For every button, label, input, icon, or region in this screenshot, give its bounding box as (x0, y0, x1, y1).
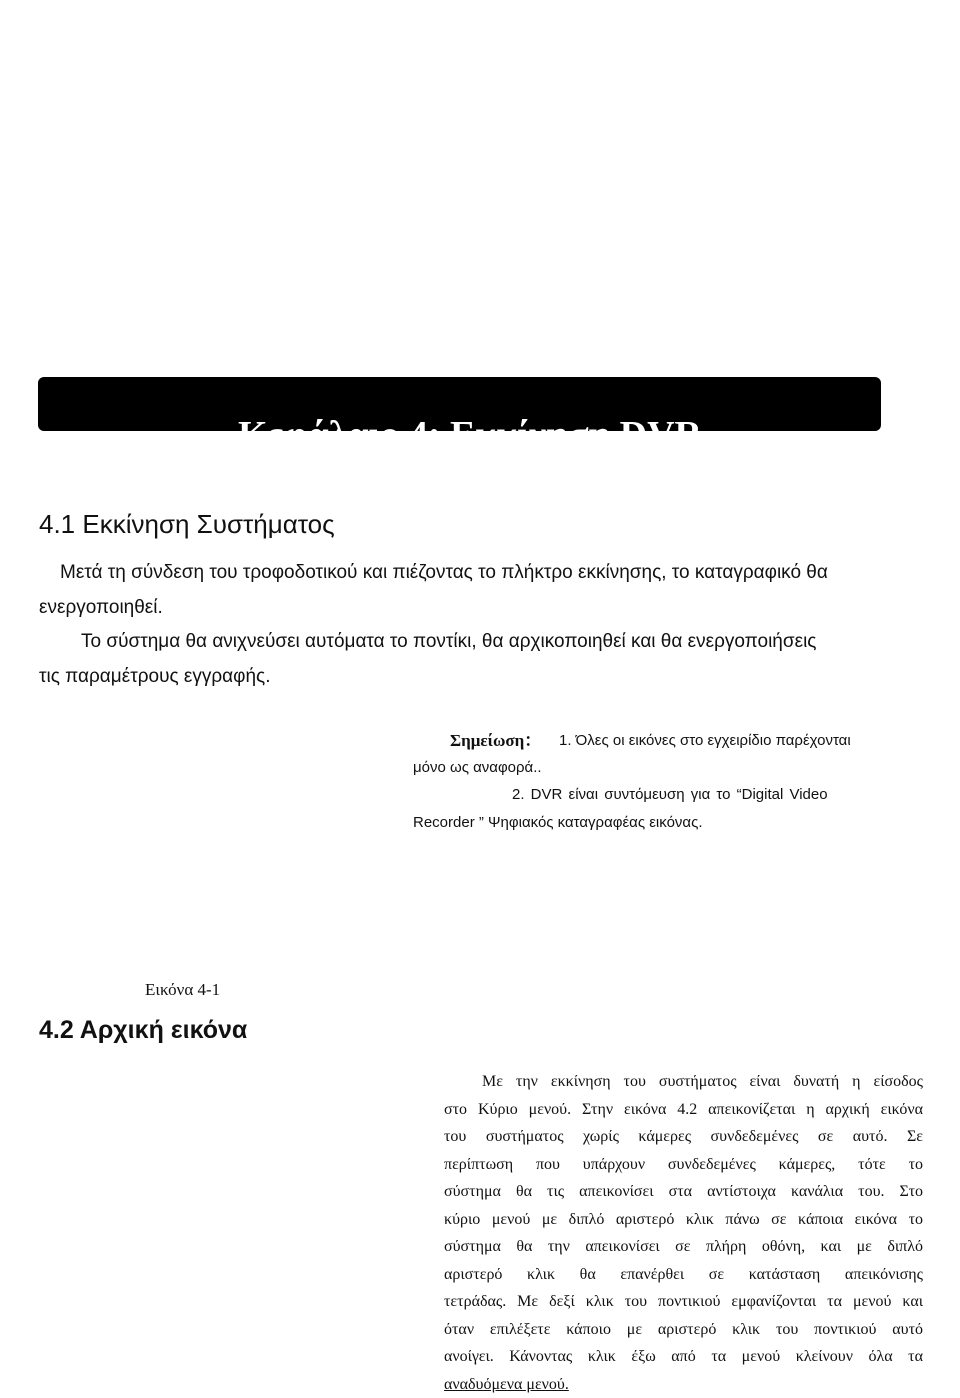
chapter-title: Κεφάλαιο 4: Εκκίνηση DVR (238, 413, 702, 457)
paragraph-line: τις παραμέτρους εγγραφής. (39, 660, 911, 695)
paragraph-line: στο Κύριο μενού. Στην εικόνα 4.2 απεικονίζεται η αρχική εικόνα (444, 1096, 923, 1124)
paragraph-line: τετράδας. Με δεξί κλικ του ποντικιού εμφανίζονται τα μενού και (444, 1288, 923, 1316)
paragraph-line: αριστερό κλικ θα επανέρθει σε κατάσταση απεικόνισης (444, 1261, 923, 1289)
paragraph-line: Με την εκκίνηση του συστήματος είναι δυνατή η είσοδος (444, 1068, 923, 1096)
paragraph-line: ανοίγει. Κάνοντας κλικ έξω από τα μενού κλείνουν όλα τα (444, 1343, 923, 1371)
paragraph-line: όταν επιλέξετε κάποιο με αριστερό κλικ του ποντικιού αυτό (444, 1316, 923, 1344)
note-label: Σημείωση： (450, 728, 541, 754)
paragraph-line: κύριο μενού με διπλό αριστερό κλικ πάνω σε κάποια εικόνα το (444, 1206, 923, 1234)
paragraph-line: αναδυόμενα μενού. (444, 1371, 923, 1398)
section-4-1-heading: 4.1 Εκκίνηση Συστήματος (39, 506, 335, 542)
note-item-2: 2. DVR είναι συντόμευση για το “Digital Video (512, 782, 828, 808)
paragraph-line: ενεργοποιηθεί. (39, 591, 911, 626)
note-item-2-cont: Recorder ” Ψηφιακός καταγραφέας εικόνας. (413, 810, 703, 836)
paragraph-line: του συστήματος χωρίς κάμερες συνδεδεμένες σε αυτό. Σε (444, 1123, 923, 1151)
chapter-banner (38, 377, 881, 431)
section-4-2-paragraph (444, 1068, 923, 1398)
section-4-2-heading: 4.2 Αρχική εικόνα (39, 1013, 247, 1047)
note-item-1-cont: μόνο ως αναφορά.. (413, 755, 542, 781)
figure-caption: Εικόνα 4-1 (145, 977, 220, 1003)
section-4-1-paragraph (39, 556, 911, 694)
paragraph-line: σύστημα θα τις απεικονίσει στα αντίστοιχα κανάλια του. Στο (444, 1178, 923, 1206)
paragraph-line: σύστημα θα την απεικονίσει σε πλήρη οθόνη, και με διπλό (444, 1233, 923, 1261)
note-item-1: 1. Όλες οι εικόνες στο εγχειρίδιο παρέχονται (559, 728, 851, 754)
paragraph-line: περίπτωση που υπάρχουν συνδεδεμένες κάμερες, τότε το (444, 1151, 923, 1179)
paragraph-line: Μετά τη σύνδεση του τροφοδοτικού και πιέζοντας το πλήκτρο εκκίνησης, το καταγραφικό θα (39, 556, 911, 591)
paragraph-line: Το σύστημα θα ανιχνεύσει αυτόματα το ποντίκι, θα αρχικοποιηθεί και θα ενεργοποιήσεις (39, 625, 911, 660)
